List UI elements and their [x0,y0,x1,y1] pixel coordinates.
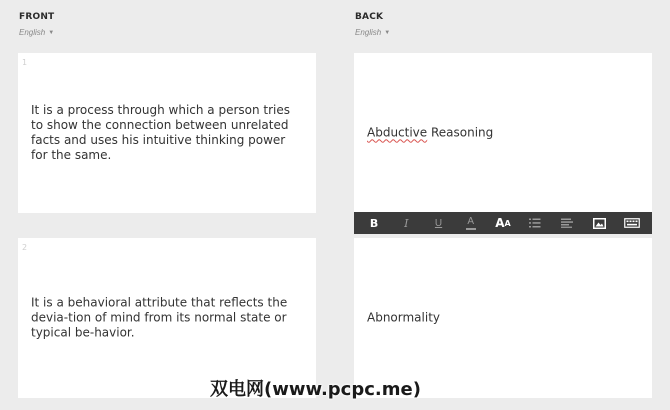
back-language-select[interactable] [355,28,390,37]
back-title: BACK [355,12,384,22]
front-language-label: English [19,28,46,37]
font-size-button[interactable]: A A [495,216,511,230]
chevron-down-icon: ▼ [384,29,391,36]
font-color-button[interactable] [460,214,482,232]
card-1-back[interactable] [354,53,652,213]
card-1-front-text[interactable]: It is a process through which a person tries to show the connection between unrelated facts and uses his intuitive thinking power for the same. [31,103,291,162]
card-1-back-text-rest: Reasoning [427,125,494,140]
italic-button[interactable] [395,214,417,232]
card-2-back[interactable] [354,238,652,398]
misspelled-word[interactable]: Abductive [367,125,428,140]
back-language-label: English [355,28,382,37]
formatting-toolbar [354,212,652,234]
italic-icon: I [404,216,409,230]
chevron-down-icon: ▼ [48,29,55,36]
keyboard-icon [624,218,640,228]
card-2-back-text[interactable]: Abnormality [367,310,441,325]
keyboard-button[interactable] [621,214,643,232]
underline-icon: U [434,217,443,229]
align-left-button[interactable] [556,214,578,232]
card-2-front[interactable] [18,238,316,398]
underline-button[interactable] [428,214,450,232]
card-1-front[interactable] [18,53,316,213]
font-size-icon: A [495,216,505,230]
front-language-select[interactable] [19,28,54,37]
align-left-icon [561,218,573,228]
image-icon [593,218,606,229]
card-1-back-text[interactable] [367,126,634,141]
card-2-front-text[interactable]: It is a behavioral attribute that reflects the devia-tion of mind from its normal state or typical be-havior. [31,295,288,340]
card-number: 2 [22,243,28,252]
font-color-icon: A [467,215,475,227]
front-title: FRONT [19,12,55,22]
bulleted-list-button[interactable] [524,214,546,232]
front-column-header [19,12,54,40]
back-column-header [355,12,390,40]
insert-image-button[interactable] [589,214,611,232]
bold-button[interactable] [363,214,385,232]
watermark: 双电网(www.pcpc.me) [210,379,421,400]
card-number: 1 [22,58,28,67]
bulleted-list-icon [529,218,541,228]
bold-icon: B [369,216,379,230]
